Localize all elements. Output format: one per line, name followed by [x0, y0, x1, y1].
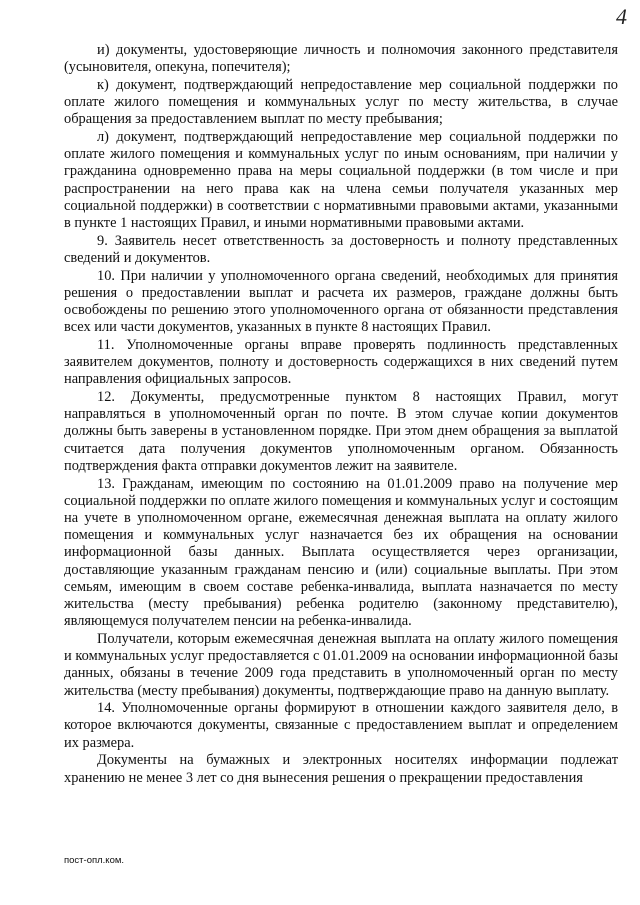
paragraph-storage: Документы на бумажных и электронных носителях информации подлежат хранению не менее 3 лет со дня вынесения решения о прекращении предоставления	[64, 752, 618, 786]
paragraph-13: 13. Гражданам, имеющим по состоянию на 01.01.2009 право на получение мер социальной поддержки по оплате жилого помещения и коммунальных услуг и состоящим на учете в уполномоченном органе, ежемесячная денежная выплата на оплату жилого помещения и коммунальных услуг назначается без их обращения на основании информационной базы данных. Выплата осуществляется через организации, доставляющие указанным гражданам пенсию и (или) социальные выплаты. При этом семьям, имеющим в своем составе ребенка-инвалида, выплата назначается по месту жительства (месту пребывания) ребенка родителю (законному представителю), являющемуся получателем пенсии на ребенка-инвалида.	[64, 475, 618, 630]
paragraph-14: 14. Уполномоченные органы формируют в отношении каждого заявителя дело, в которое включаются документы, связанные с предоставлением выплат и определением их размера.	[64, 700, 618, 751]
paragraph-item-i: и) документы, удостоверяющие личность и полномочия законного представителя (усыновителя, опекуна, попечителя);	[64, 42, 618, 76]
footer-file-code: пост-опл.ком.	[64, 855, 125, 866]
paragraph-12: 12. Документы, предусмотренные пунктом 8 настоящих Правил, могут направляться в уполномоченный орган по почте. В этом случае копии документов должны быть заверены в установленном порядке. При этом днем обращения за выплатой считается дата получения документов уполномоченным органом. Обязанность подтверждения факта отправки документов лежит на заявителе.	[64, 389, 618, 474]
paragraph-9: 9. Заявитель несет ответственность за достоверность и полноту представленных сведений и документов.	[64, 232, 618, 266]
paragraph-item-k: к) документ, подтверждающий непредоставление мер социальной поддержки по оплате жилого помещения и коммунальных услуг по месту жительства, в случае обращения за предоставлением выплат по месту пребывания;	[64, 76, 618, 128]
paragraph-10: 10. При наличии у уполномоченного органа сведений, необходимых для принятия решения о предоставлении выплат и расчета их размеров, граждане должны быть освобождены по решению этого уполномоченного органа от обязанности представления всех или части документов, указанных в пункте 8 настоящих Правил.	[64, 267, 618, 336]
paragraph-11: 11. Уполномоченные органы вправе проверять подлинность представленных заявителем документов, полноту и достоверность содержащихся в них сведений путем направления официальных запросов.	[64, 336, 618, 388]
page-number: 4	[616, 4, 627, 29]
document-body	[64, 42, 618, 787]
paragraph-13-recipients: Получатели, которым ежемесячная денежная выплата на оплату жилого помещения и коммунальных услуг предоставляется с 01.01.2009 на основании информационной базы данных, обязаны в течение 2009 года представить в уполномоченный орган по месту жительства (месту пребывания) документы, подтверждающие право на данную выплату.	[64, 630, 618, 699]
paragraph-item-l: л) документ, подтверждающий непредоставление мер социальной поддержки по оплате жилого помещения и коммунальных услуг по иным основаниям, при наличии у гражданина одновременно права на меры социальной поддержки (в том числе и при распространении на него права как на члена семьи получателя указанных мер социальной поддержки) в соответствии с нормативными правовыми актами, указанными в пункте 1 настоящих Правил, и иными нормативными правовыми актами.	[64, 129, 618, 232]
